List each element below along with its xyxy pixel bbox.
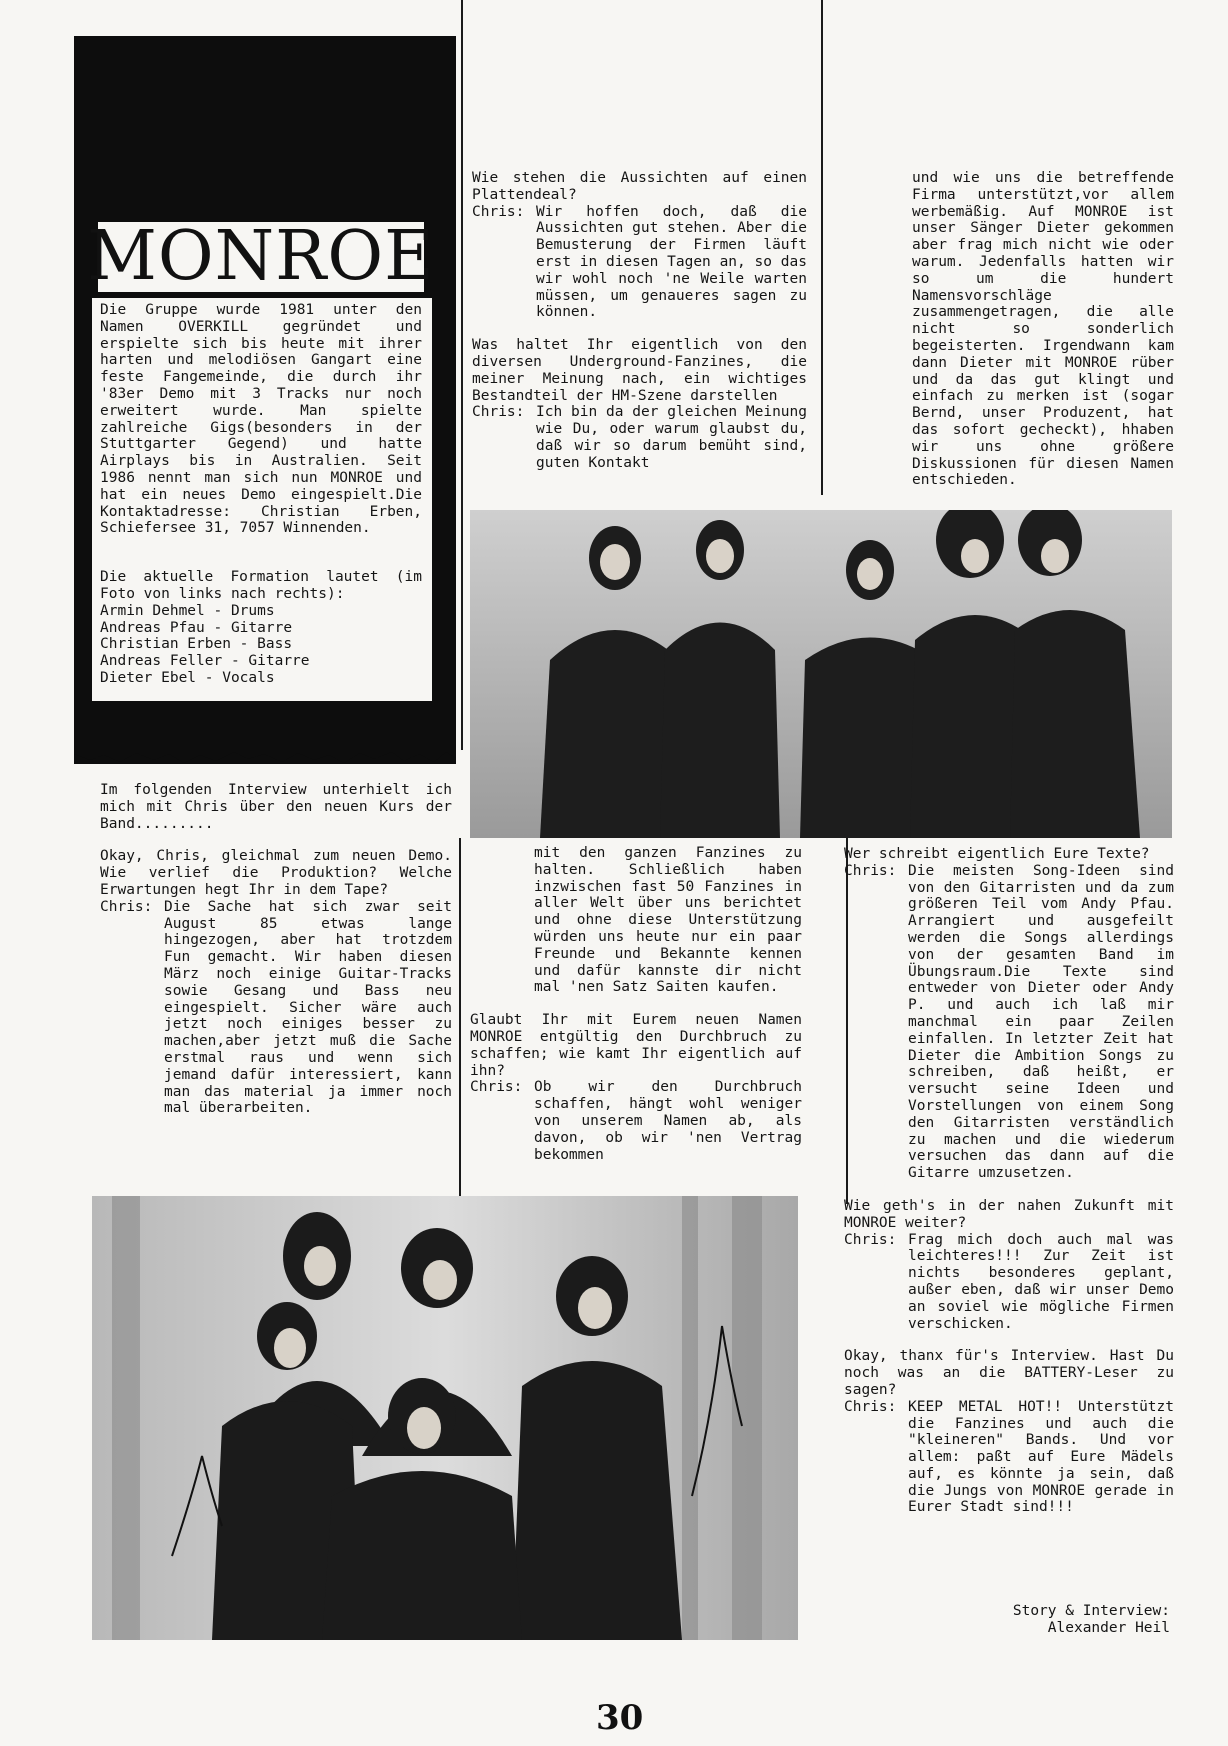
column-3-bottom-text [844, 846, 1174, 1532]
column-2-bottom-text [470, 845, 802, 1179]
answer [844, 863, 1174, 1182]
column-2-top-text [472, 170, 807, 488]
credit-label: Story & Interview: [1012, 1603, 1170, 1619]
title-box [87, 217, 435, 296]
member-line: Armin Dehmel - Drums [100, 602, 275, 619]
intro-box [92, 298, 432, 701]
speaker-label: Chris: [844, 1398, 897, 1415]
question: Glaubt Ihr mit Eurem neuen Namen MONROE entgültig den Durchbruch zu schaffen; wie kamt Ihr eigentlich auf ihn? [470, 1012, 802, 1079]
band-photo-top [470, 510, 1172, 838]
question: Wer schreibt eigentlich Eure Texte? [844, 846, 1150, 862]
question: Okay, thanx für's Interview. Hast Du noch was an die BATTERY-Leser zu sagen? [844, 1348, 1174, 1398]
answer-text: Die Sache hat sich zwar seit August 85 etwas lange hingezogen, aber hat trotzdem Fun gemacht. Wir haben diesen März noch einige Guitar-Tracks sowie Gesang und Bass neu eingespielt. Sicher wäre auch jetzt noch einiges besser zu machen,aber jetzt muß die Sache erstmal raus und wenn sich jemand dafür interessiert, kann man das material ja immer noch mal überarbeiten. [164, 898, 452, 1117]
answer [472, 404, 807, 471]
member-line: Andreas Feller - Gitarre [100, 653, 310, 670]
page-number: 30 [596, 1698, 644, 1738]
question: Was haltet Ihr eigentlich von den diversen Underground-Fanzines, die meiner Meinung nach, ein wichtiges Bestandteil der HM-Szene darstellen [472, 337, 807, 404]
answer [470, 845, 802, 996]
member-line: Dieter Ebel - Vocals [100, 669, 275, 686]
answer-continuation: mit den ganzen Fanzines zu halten. Schließlich haben inzwischen fast 50 Fanzines in aller Welt über uns berichtet und ohne diese Unterstützung würden uns heute nur ein paar Freunde und Bekannte kennen und dafür kannste dir nicht mal 'nen Satz Saiten kaufen. [534, 845, 802, 996]
column-1-text [100, 782, 452, 1133]
answer-text: KEEP METAL HOT!! Unterstützt die Fanzines und auch die "kleineren" Bands. Und vor allem: paßt auf Eure Mädels auf, es könnte ja sein, daß die Jungs von MONROE gerade in Eurer Stadt sind!!! [908, 1398, 1174, 1516]
credit-author: Alexander Heil [1047, 1620, 1170, 1636]
speaker-label: Chris: [844, 862, 897, 879]
formation-intro: Die aktuelle Formation lautet (im Foto von links nach rechts): [100, 569, 422, 602]
intro-text [100, 302, 422, 687]
speaker-label: Chris: [844, 1231, 897, 1248]
answer-text: Ich bin da der gleichen Meinung wie Du, oder warum glaubst du, daß wir so darum bemüht sind, guten Kontakt [536, 404, 807, 471]
answer-continuation: und wie uns die betreffende Firma unterstützt,vor allem werbemäßig. Auf MONROE ist unser Sänger Dieter gekommen aber frag mich nicht wie oder warum. Jedenfalls hatten wir so um die hundert Namensvorschläge zusammengetragen, die alle nicht so sonderlich begeisterten. Irgendwann kam dann Dieter mit MONROE rüber und da das gut klingt und einfach zu merken ist (sogar Bernd, unser Produzent, hat das sofort gecheckt), hhaben wir uns ohne größere Diskussionen für diesen Namen entschieden. [912, 170, 1174, 489]
column-rule-left-bottom [459, 838, 461, 1204]
answer [844, 1399, 1174, 1517]
speaker-label: Chris: [100, 898, 153, 915]
story-credit [955, 1603, 1170, 1637]
answer-text: Frag mich doch auch mal was leichteres!!! Zur Zeit ist nichts besonderes geplant, außer eben, daß wir unser Demo an soviel wie mögliche Firmen verschicken. [908, 1231, 1174, 1332]
column-3-top-text [912, 170, 1174, 489]
speaker-label: Chris: [470, 1079, 523, 1096]
member-line: Christian Erben - Bass [100, 636, 293, 653]
torn-edge [74, 728, 456, 768]
answer [472, 204, 807, 322]
column-rule-left-top [461, 0, 463, 750]
speaker-label: Chris: [472, 404, 525, 421]
band-title: MONROE [87, 217, 435, 296]
answer-text: Die meisten Song-Ideen sind von den Gitarristen und da zum größeren Teil vom Andy Pfau. Arrangiert und ausgefeilt werden die Songs allerdings von der gesamten Band im Übungsraum.Die Texte sind entweder von Dieter oder Andy P. und auch ich laß mir manchmal ein paar Zeilen einfallen. In letzter Zeit hat Dieter die Ambition Songs zu schreiben, daß heißt, er versucht seine Ideen und Vorstellungen von einem Song den Gitarristen verständlich zu machen und die wiederum versuchen das dann auf die Gitarre umzusetzen. [908, 862, 1174, 1182]
answer [844, 1232, 1174, 1333]
answer [100, 899, 452, 1117]
answer [470, 1079, 802, 1163]
answer-text: Wir hoffen doch, daß die Aussichten gut stehen. Aber die Bemusterung der Firmen läuft erst in diesen Tagen an, so das wir wohl noch 'ne Weile warten müssen, um genaueres sagen zu können. [536, 203, 807, 321]
column-rule-right-top [821, 0, 823, 495]
interview-lead: Im folgenden Interview unterhielt ich mich mit Chris über den neuen Kurs der Band......... [100, 782, 452, 832]
question: Okay, Chris, gleichmal zum neuen Demo. Wie verlief die Produktion? Welche Erwartungen hegt Ihr in dem Tape? [100, 848, 452, 898]
speaker-label: Chris: [472, 203, 525, 220]
answer-text: Ob wir den Durchbruch schaffen, hängt wohl weniger von unserem Namen ab, als davon, ob wir 'nen Vertrag bekommen [534, 1079, 802, 1163]
question: Wie geth's in der nahen Zukunft mit MONROE weiter? [844, 1197, 1174, 1231]
member-line: Andreas Pfau - Gitarre [100, 619, 293, 636]
intro-paragraph: Die Gruppe wurde 1981 unter den Namen OVERKILL gegründet und erspielte sich bis heute mit ihrer harten und melodiösen Gangart eine feste Fangemeinde, die durch ihr '83er Demo mit 3 Tracks nur noch erweitert wurde. Man spielte zahlreiche Gigs(besonders in der Stuttgarter Gegend) und hatte Airplays bis in Australien. Seit 1986 nennt man sich nun MONROE und hat ein neues Demo eingespielt.Die Kontaktadresse: Christian Erben, Schiefersee 31, 7057 Winnenden. [100, 302, 422, 537]
band-photo-bottom [92, 1196, 798, 1640]
question: Wie stehen die Aussichten auf einen Plattendeal? [472, 170, 807, 203]
